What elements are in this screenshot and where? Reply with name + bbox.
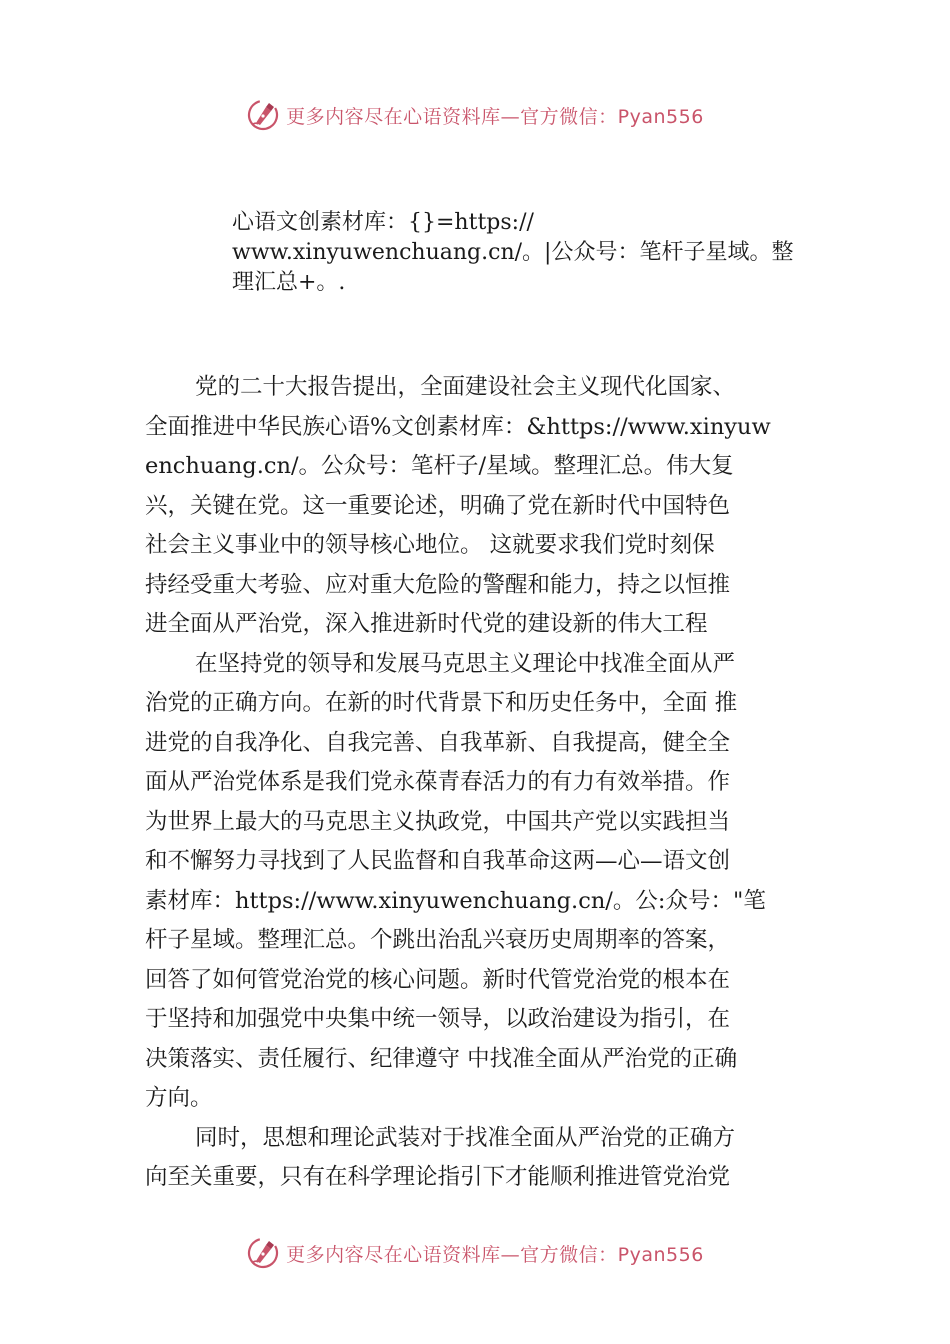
stamp-line: 心语文创素材库：{}=https:// [232, 210, 534, 235]
paragraph-line: 在坚持党的领导和发展马克思主义理论中找准全面从严 [195, 650, 736, 677]
paragraph-line: 向至关重要，只有在科学理论指引下才能顺利推进管党治党 [145, 1164, 731, 1190]
wechat-id: Pyan556 [617, 105, 704, 128]
header-watermark-banner [0, 95, 950, 135]
paragraph-line: 素材库：https://www.xinyuwenchuang.cn/。公:众号："笔 [145, 887, 766, 914]
paragraph-line: 于坚持和加强党中央集中统一领导，以政治建设为指引，在 [145, 1006, 731, 1032]
pen-nib-logo-icon [246, 1236, 280, 1270]
paragraph-line: 为世界上最大的马克思主义执政党，中国共产党以实践担当 [145, 808, 731, 835]
banner-text: 更多内容尽在心语资料库—官方微信：Pyan556 [286, 105, 704, 128]
stamp-line: www.xinyuwenchuang.cn/。|公众号：笔杆子星域。整 [232, 240, 794, 265]
paragraph-line: 和不懈努力寻找到了人民监督和自我革命这两—心—语文创 [145, 848, 731, 874]
wechat-id: Pyan556 [617, 1243, 704, 1266]
paragraph-line: 回答了如何管党治党的核心问题。新时代管党治党的根本在 [145, 966, 731, 993]
paragraph-line: enchuang.cn/。公众号：笔杆子/星域。整理汇总。伟大复 [145, 453, 734, 479]
paragraph-line: 全面推进中华民族心语%文创素材库：&https://www.xinyuw [145, 413, 771, 440]
source-stamp-block [232, 208, 832, 298]
paragraph-line: 进全面从严治党，深入推进新时代党的建设新的伟大工程 [145, 611, 708, 637]
paragraph-line: 党的二十大报告提出，全面建设社会主义现代化国家、 [195, 374, 736, 400]
stamp-line: 理汇总+。. [232, 270, 346, 295]
paragraph-line: 决策落实、责任履行、纪律遵守 中找准全面从严治党的正确 [145, 1045, 738, 1072]
paragraph-line: 杆子星域。整理汇总。个跳出治乱兴衰历史周期率的答案， [145, 927, 731, 953]
banner-text: 更多内容尽在心语资料库—官方微信：Pyan556 [286, 1243, 704, 1266]
paragraph-line: 进党的自我净化、自我完善、自我革新、自我提高，健全全 [145, 729, 731, 756]
paragraph-line: 同时，思想和理论武装对于找准全面从严治党的正确方 [195, 1124, 736, 1151]
paragraph-line: 持经受重大考验、应对重大危险的警醒和能力，持之以恒推 [145, 571, 731, 598]
footer-watermark-banner [0, 1233, 950, 1273]
document-body [145, 368, 825, 1198]
paragraph-line: 治党的正确方向。在新的时代背景下和历史任务中，全面 推 [145, 690, 738, 716]
paragraph-line: 方向。 [145, 1085, 213, 1111]
paragraph-line: 社会主义事业中的领导核心地位。 这就要求我们党时刻保 [145, 532, 715, 558]
pen-nib-logo-icon [246, 98, 280, 132]
paragraph-line: 面从严治党体系是我们党永葆青春活力的有力有效举措。作 [145, 769, 731, 795]
paragraph-line: 兴，关键在党。这一重要论述，明确了党在新时代中国特色 [145, 492, 731, 519]
